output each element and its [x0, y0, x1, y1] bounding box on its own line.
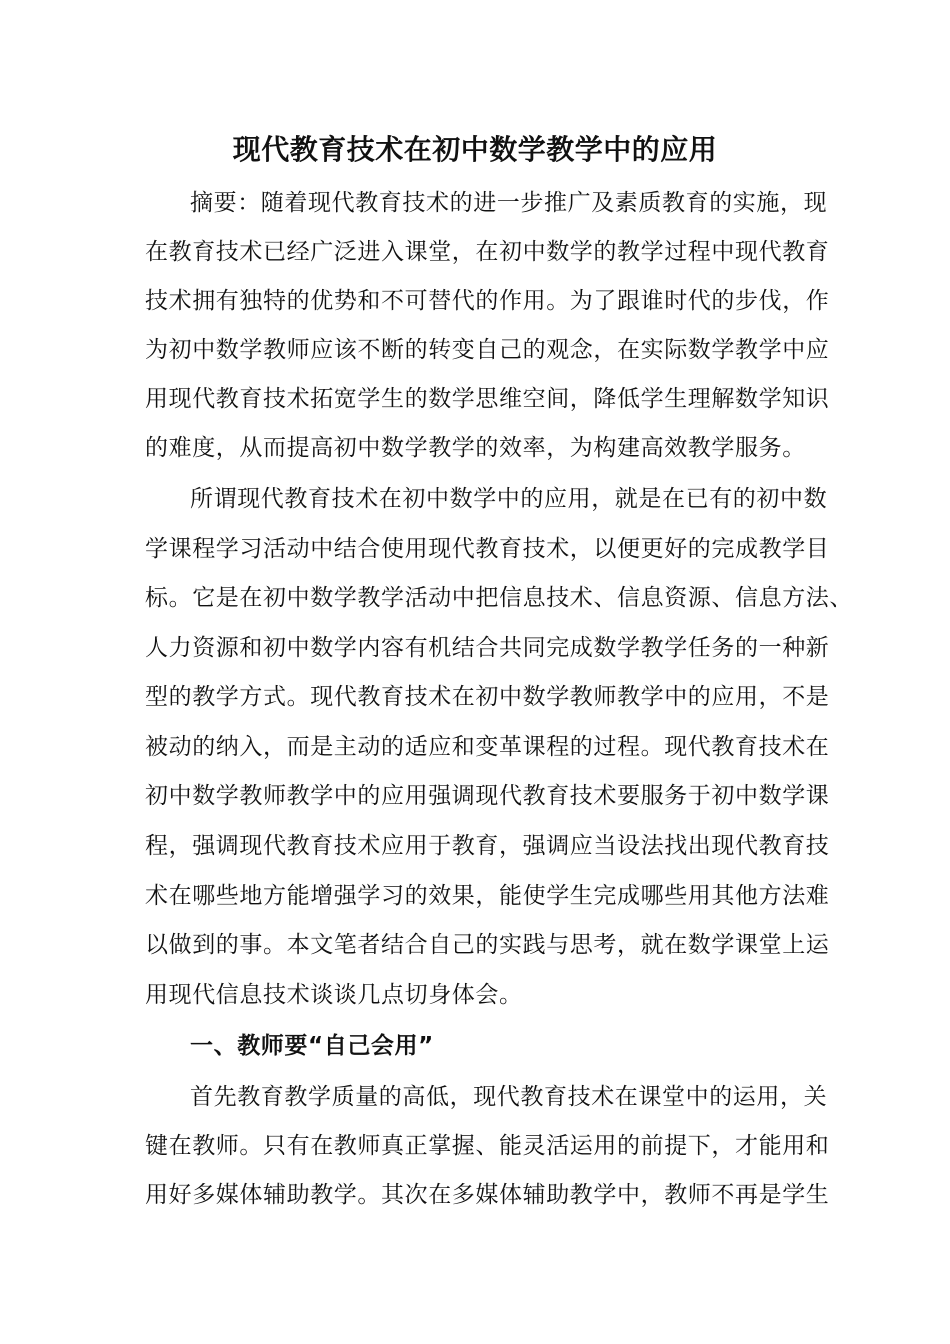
abstract-line: 在教育技术已经广泛进入课堂，在初中数学的教学过程中现代教育: [145, 239, 830, 265]
paragraph-line: 标。它是在初中数学教学活动中把信息技术、信息资源、信息方法、: [145, 585, 853, 611]
paragraph-line: 被动的纳入，而是主动的适应和变革课程的过程。现代教育技术在: [145, 734, 830, 760]
paragraph-line: 以做到的事。本文笔者结合自己的实践与思考，就在数学课堂上运: [145, 932, 830, 958]
paragraph-line: 所谓现代教育技术在初中数学中的应用，就是在已有的初中数: [190, 486, 828, 512]
document-title: 现代教育技术在初中数学教学中的应用: [232, 133, 718, 166]
abstract-line: 的难度，从而提高初中数学教学的效率，为构建高效教学服务。: [145, 435, 806, 461]
paragraph-line: 人力资源和初中数学内容有机结合共同完成数学教学任务的一种新: [145, 635, 830, 661]
abstract-line: 摘要：随着现代教育技术的进一步推广及素质教育的实施，现: [190, 190, 828, 216]
paragraph-line: 程，强调现代教育技术应用于教育，强调应当设法找出现代教育技: [145, 833, 830, 859]
paragraph-line: 初中数学教师教学中的应用强调现代教育技术要服务于初中数学课: [145, 783, 830, 809]
paragraph-line: 首先教育教学质量的高低，现代教育技术在课堂中的运用，关: [190, 1084, 828, 1110]
section-heading: 一、教师要“自己会用”: [190, 1033, 434, 1059]
paragraph-line: 用现代信息技术谈谈几点切身体会。: [145, 982, 523, 1008]
abstract-line: 为初中数学教师应该不断的转变自己的观念，在实际数学教学中应: [145, 337, 830, 363]
paragraph-line: 型的教学方式。现代教育技术在初中数学教师教学中的应用，不是: [145, 684, 830, 710]
abstract-line: 技术拥有独特的优势和不可替代的作用。为了跟谁时代的步伐，作: [145, 288, 830, 314]
paragraph-line: 学课程学习活动中结合使用现代教育技术，以便更好的完成教学目: [145, 536, 830, 562]
abstract-line: 用现代教育技术拓宽学生的数学思维空间，降低学生理解数学知识: [145, 386, 830, 412]
paragraph-line: 术在哪些地方能增强学习的效果，能使学生完成哪些用其他方法难: [145, 883, 830, 909]
paragraph-line: 用好多媒体辅助教学。其次在多媒体辅助教学中，教师不再是学生: [145, 1182, 830, 1208]
paragraph-line: 键在教师。只有在教师真正掌握、能灵活运用的前提下，才能用和: [145, 1133, 830, 1159]
